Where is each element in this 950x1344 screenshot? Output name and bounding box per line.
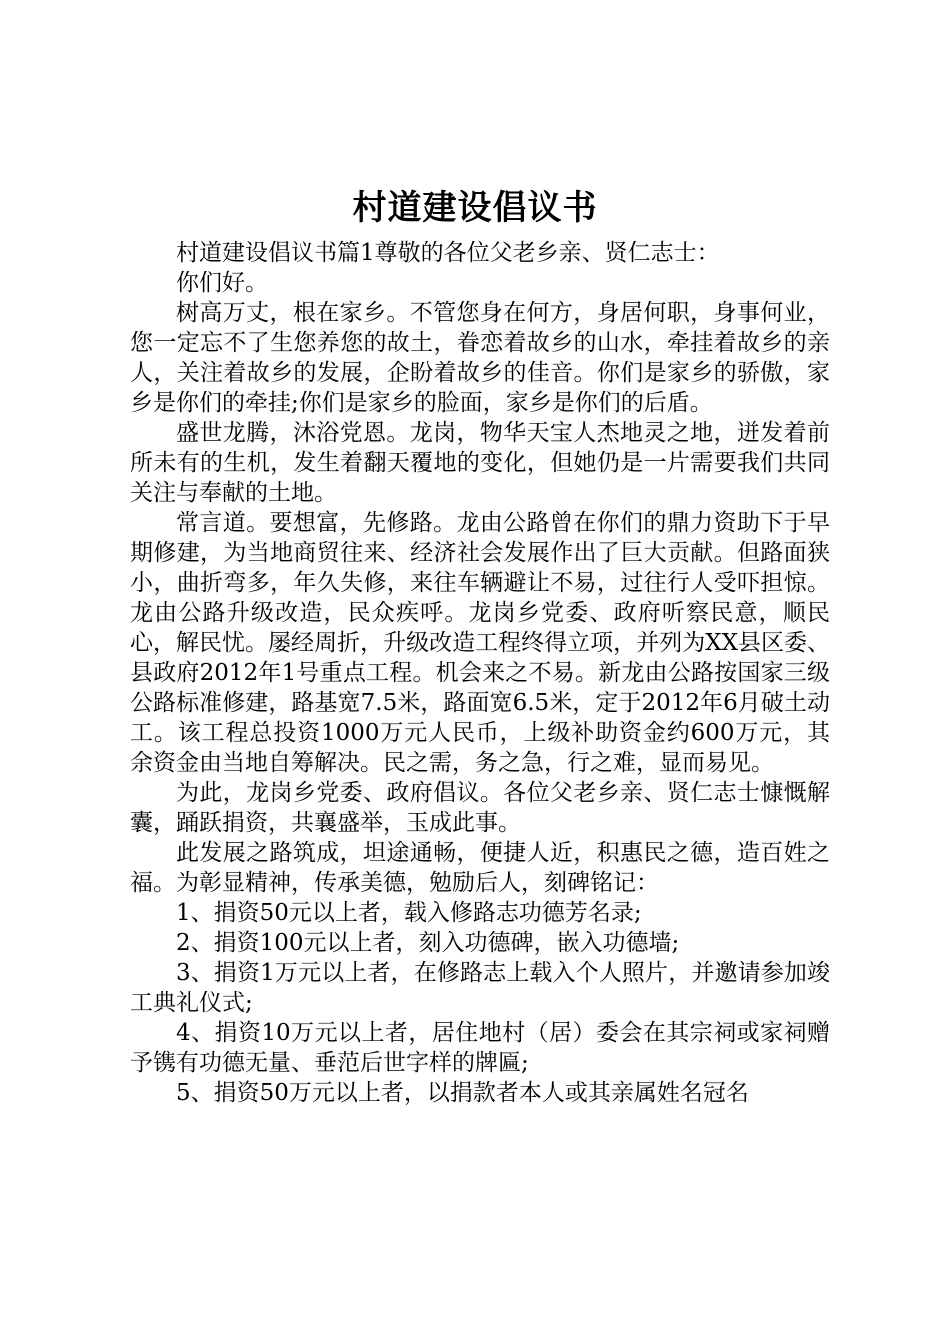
paragraph-1: 村道建设倡议书篇1尊敬的各位父老乡亲、贤仁志士： (176, 240, 720, 266)
list-item-3: 3、捐资1万元以上者，在修路志上载入个人照片，并邀请参加竣工典礼仪式; (130, 960, 830, 1016)
list-item-4: 4、捐资10万元以上者，居住地村（居）委会在其宗祠或家祠赠予镌有功德无量、垂范后世字样的牌匾; (130, 1020, 830, 1076)
list-item-5: 5、捐资50万元以上者，以捐款者本人或其亲属姓名冠名 (176, 1080, 749, 1106)
document-body (130, 238, 830, 1108)
paragraph-2: 你们好。 (176, 270, 268, 296)
document-title: 村道建设倡议书 (352, 188, 598, 228)
paragraph-3: 树高万丈，根在家乡。不管您身在何方，身居何职，身事何业，您一定忘不了生您养您的故土，眷恋着故乡的山水，牵挂着故乡的亲人，关注着故乡的发展，企盼着故乡的佳音。你们是家乡的骄傲，家乡是你们的牵挂;你们是家乡的脸面，家乡是你们的后盾。 (130, 300, 830, 416)
paragraph-5: 常言道。要想富，先修路。龙由公路曾在你们的鼎力资助下于早期修建，为当地商贸往来、经济社会发展作出了巨大贡献。但路面狭小，曲折弯多，年久失修，来往车辆避让不易，过往行人受吓担惊。龙由公路升级改造，民众疾呼。龙岗乡党委、政府听察民意，顺民心，解民忧。屡经周折，升级改造工程终得立项，并列为XX县区委、县政府2012年1号重点工程。机会来之不易。新龙由公路按国家三级公路标准修建，路基宽7.5米，路面宽6.5米，定于2012年6月破土动工。该工程总投资1000万元人民币，上级补助资金约600万元，其余资金由当地自筹解决。民之需，务之急，行之难，显而易见。 (130, 510, 830, 776)
paragraph-7: 此发展之路筑成，坦途通畅，便捷人近，积惠民之德，造百姓之福。为彰显精神，传承美德，勉励后人，刻碑铭记： (130, 840, 830, 896)
paragraph-6: 为此，龙岗乡党委、政府倡议。各位父老乡亲、贤仁志士慷慨解囊，踊跃捐资，共襄盛举，玉成此事。 (130, 780, 830, 836)
list-item-2: 2、捐资100元以上者，刻入功德碑，嵌入功德墙; (176, 930, 680, 956)
paragraph-4: 盛世龙腾，沐浴党恩。龙岗，物华天宝人杰地灵之地，迸发着前所未有的生机，发生着翻天覆地的变化，但她仍是一片需要我们共同关注与奉献的土地。 (130, 420, 830, 506)
list-item-1: 1、捐资50元以上者，载入修路志功德芳名录; (176, 900, 642, 926)
